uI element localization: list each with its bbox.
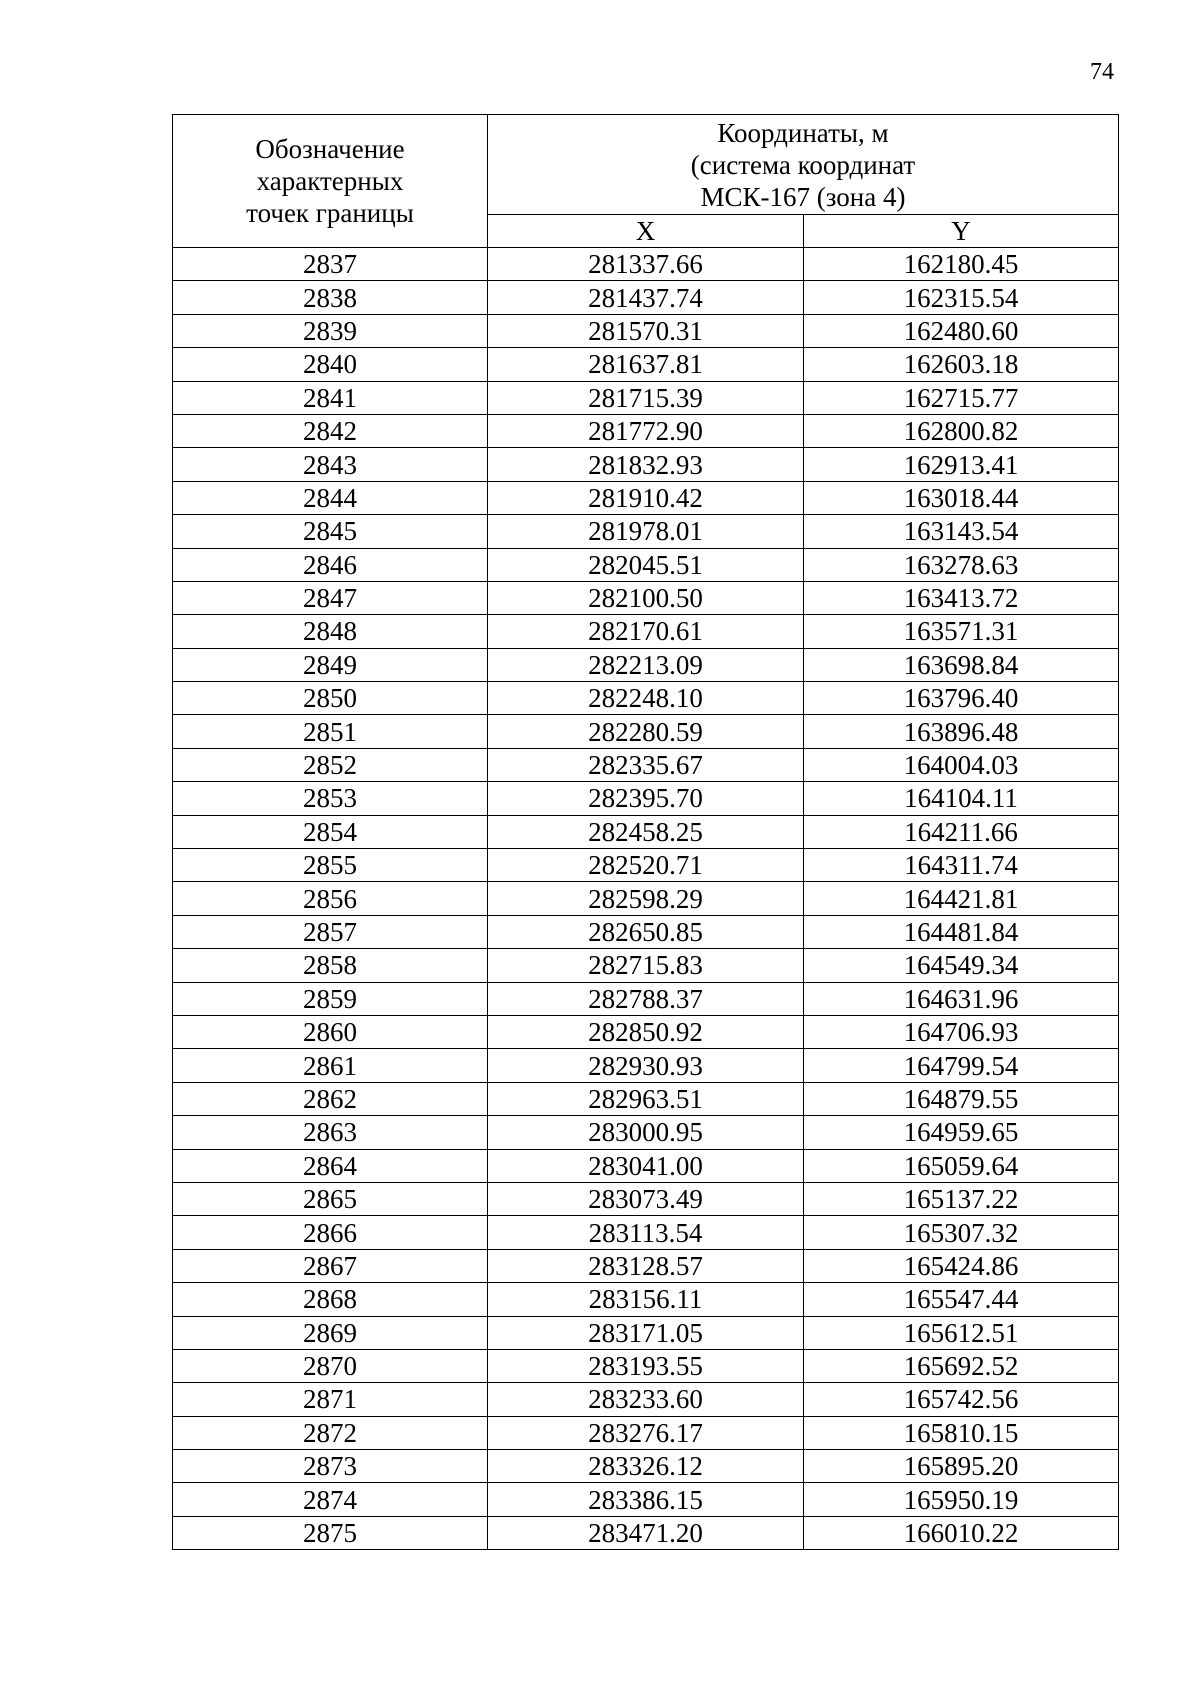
y-cell: 162315.54 <box>804 281 1119 314</box>
y-cell: 165810.15 <box>804 1416 1119 1449</box>
table-row <box>173 815 1119 848</box>
y-cell: 165307.32 <box>804 1216 1119 1249</box>
x-cell: 282598.29 <box>488 882 804 915</box>
table-row <box>173 515 1119 548</box>
point-cell: 2862 <box>173 1082 488 1115</box>
x-cell: 282930.93 <box>488 1049 804 1082</box>
point-cell: 2869 <box>173 1316 488 1349</box>
x-cell: 281637.81 <box>488 348 804 381</box>
x-cell: 283000.95 <box>488 1116 804 1149</box>
y-cell: 165547.44 <box>804 1283 1119 1316</box>
point-cell: 2847 <box>173 581 488 614</box>
y-cell: 164211.66 <box>804 815 1119 848</box>
coords-header-line: МСК-167 (зона 4) <box>700 181 906 212</box>
point-header-line: характерных <box>256 166 404 196</box>
table-row <box>173 1149 1119 1182</box>
point-cell: 2843 <box>173 448 488 481</box>
x-cell: 281715.39 <box>488 381 804 414</box>
x-cell: 282100.50 <box>488 581 804 614</box>
coords-header-line: Координаты, м <box>717 117 889 148</box>
x-cell: 282213.09 <box>488 648 804 681</box>
table-row <box>173 1516 1119 1549</box>
point-header-line: Обозначение <box>255 134 405 164</box>
table-row <box>173 715 1119 748</box>
x-cell: 282395.70 <box>488 782 804 815</box>
table-row <box>173 1116 1119 1149</box>
x-cell: 281978.01 <box>488 515 804 548</box>
y-cell: 162913.41 <box>804 448 1119 481</box>
y-cell: 166010.22 <box>804 1516 1119 1549</box>
y-cell: 164799.54 <box>804 1049 1119 1082</box>
table-row <box>173 381 1119 414</box>
point-cell: 2842 <box>173 414 488 447</box>
table-row <box>173 281 1119 314</box>
y-cell: 164004.03 <box>804 748 1119 781</box>
x-cell: 282248.10 <box>488 682 804 715</box>
y-cell: 164104.11 <box>804 782 1119 815</box>
point-cell: 2872 <box>173 1416 488 1449</box>
point-cell: 2845 <box>173 515 488 548</box>
x-cell: 282850.92 <box>488 1015 804 1048</box>
point-cell: 2852 <box>173 748 488 781</box>
table-row <box>173 1316 1119 1349</box>
table-row <box>173 1082 1119 1115</box>
y-cell: 162800.82 <box>804 414 1119 447</box>
y-cell: 165742.56 <box>804 1383 1119 1416</box>
table-row <box>173 615 1119 648</box>
table-row <box>173 782 1119 815</box>
y-cell: 165137.22 <box>804 1182 1119 1215</box>
table-row <box>173 314 1119 347</box>
table-row <box>173 1249 1119 1282</box>
point-cell: 2849 <box>173 648 488 681</box>
point-cell: 2854 <box>173 815 488 848</box>
table-row <box>173 448 1119 481</box>
x-cell: 282045.51 <box>488 548 804 581</box>
point-cell: 2867 <box>173 1249 488 1282</box>
x-cell: 282520.71 <box>488 849 804 882</box>
y-cell: 165950.19 <box>804 1483 1119 1516</box>
table-row <box>173 949 1119 982</box>
table-row <box>173 581 1119 614</box>
y-cell: 163796.40 <box>804 682 1119 715</box>
table-row <box>173 882 1119 915</box>
x-cell: 281832.93 <box>488 448 804 481</box>
x-cell: 283171.05 <box>488 1316 804 1349</box>
table-row <box>173 414 1119 447</box>
table-row <box>173 1483 1119 1516</box>
x-cell: 283471.20 <box>488 1516 804 1549</box>
y-cell: 164549.34 <box>804 949 1119 982</box>
x-cell: 282335.67 <box>488 748 804 781</box>
x-cell: 283156.11 <box>488 1283 804 1316</box>
table-row <box>173 481 1119 514</box>
table-row <box>173 1216 1119 1249</box>
table-header <box>173 115 1119 248</box>
table-row <box>173 1416 1119 1449</box>
table-body <box>173 248 1119 1550</box>
x-cell: 283113.54 <box>488 1216 804 1249</box>
table-row <box>173 248 1119 281</box>
point-cell: 2846 <box>173 548 488 581</box>
point-designation-header <box>173 115 488 248</box>
table-row <box>173 849 1119 882</box>
x-cell: 283193.55 <box>488 1349 804 1382</box>
x-cell: 281910.42 <box>488 481 804 514</box>
x-cell: 283128.57 <box>488 1249 804 1282</box>
y-cell: 165424.86 <box>804 1249 1119 1282</box>
table-row <box>173 682 1119 715</box>
y-cell: 164481.84 <box>804 915 1119 948</box>
y-cell: 165692.52 <box>804 1349 1119 1382</box>
x-cell: 281772.90 <box>488 414 804 447</box>
y-cell: 164879.55 <box>804 1082 1119 1115</box>
point-cell: 2873 <box>173 1450 488 1483</box>
point-cell: 2860 <box>173 1015 488 1048</box>
y-cell: 164421.81 <box>804 882 1119 915</box>
point-cell: 2863 <box>173 1116 488 1149</box>
y-cell: 165059.64 <box>804 1149 1119 1182</box>
table-row <box>173 1349 1119 1382</box>
table-row <box>173 348 1119 381</box>
x-cell: 283073.49 <box>488 1182 804 1215</box>
y-cell: 163018.44 <box>804 481 1119 514</box>
point-cell: 2865 <box>173 1182 488 1215</box>
x-cell: 282280.59 <box>488 715 804 748</box>
table-row <box>173 1049 1119 1082</box>
y-cell: 163143.54 <box>804 515 1119 548</box>
point-cell: 2871 <box>173 1383 488 1416</box>
x-cell: 282963.51 <box>488 1082 804 1115</box>
table-row <box>173 748 1119 781</box>
x-cell: 283386.15 <box>488 1483 804 1516</box>
point-cell: 2855 <box>173 849 488 882</box>
point-cell: 2841 <box>173 381 488 414</box>
point-cell: 2866 <box>173 1216 488 1249</box>
point-cell: 2874 <box>173 1483 488 1516</box>
y-cell: 162715.77 <box>804 381 1119 414</box>
coordinates-header <box>488 115 1119 215</box>
y-cell: 164959.65 <box>804 1116 1119 1149</box>
y-cell: 164706.93 <box>804 1015 1119 1048</box>
x-cell: 283326.12 <box>488 1450 804 1483</box>
y-cell: 163413.72 <box>804 581 1119 614</box>
point-cell: 2840 <box>173 348 488 381</box>
point-cell: 2868 <box>173 1283 488 1316</box>
point-cell: 2848 <box>173 615 488 648</box>
table-row <box>173 982 1119 1015</box>
table-row <box>173 648 1119 681</box>
x-cell: 283233.60 <box>488 1383 804 1416</box>
table-row <box>173 548 1119 581</box>
page-number: 74 <box>1090 59 1114 85</box>
point-cell: 2859 <box>173 982 488 1015</box>
table-row <box>173 1182 1119 1215</box>
table-row <box>173 1015 1119 1048</box>
coordinates-table <box>172 114 1119 1550</box>
table-row <box>173 1383 1119 1416</box>
point-header-line: точек границы <box>246 198 414 228</box>
y-cell: 162480.60 <box>804 314 1119 347</box>
y-cell: 164311.74 <box>804 849 1119 882</box>
x-cell: 281570.31 <box>488 314 804 347</box>
y-cell: 165895.20 <box>804 1450 1119 1483</box>
point-cell: 2851 <box>173 715 488 748</box>
x-cell: 282458.25 <box>488 815 804 848</box>
point-cell: 2839 <box>173 314 488 347</box>
x-cell: 281337.66 <box>488 248 804 281</box>
point-cell: 2850 <box>173 682 488 715</box>
table-row <box>173 1283 1119 1316</box>
y-cell: 163278.63 <box>804 548 1119 581</box>
y-cell: 163571.31 <box>804 615 1119 648</box>
point-cell: 2858 <box>173 949 488 982</box>
y-cell: 164631.96 <box>804 982 1119 1015</box>
y-cell: 162603.18 <box>804 348 1119 381</box>
point-cell: 2856 <box>173 882 488 915</box>
y-cell: 162180.45 <box>804 248 1119 281</box>
coords-header-line: (система координат <box>690 149 916 180</box>
point-cell: 2838 <box>173 281 488 314</box>
point-cell: 2861 <box>173 1049 488 1082</box>
x-cell: 282788.37 <box>488 982 804 1015</box>
x-column-header: X <box>488 215 804 248</box>
y-column-header: Y <box>804 215 1119 248</box>
point-cell: 2857 <box>173 915 488 948</box>
y-cell: 165612.51 <box>804 1316 1119 1349</box>
x-cell: 282715.83 <box>488 949 804 982</box>
y-cell: 163698.84 <box>804 648 1119 681</box>
point-cell: 2870 <box>173 1349 488 1382</box>
y-cell: 163896.48 <box>804 715 1119 748</box>
x-cell: 283041.00 <box>488 1149 804 1182</box>
point-cell: 2837 <box>173 248 488 281</box>
x-cell: 281437.74 <box>488 281 804 314</box>
point-cell: 2844 <box>173 481 488 514</box>
point-cell: 2853 <box>173 782 488 815</box>
table-row <box>173 915 1119 948</box>
x-cell: 283276.17 <box>488 1416 804 1449</box>
x-cell: 282650.85 <box>488 915 804 948</box>
x-cell: 282170.61 <box>488 615 804 648</box>
table-row <box>173 1450 1119 1483</box>
point-cell: 2864 <box>173 1149 488 1182</box>
point-cell: 2875 <box>173 1516 488 1549</box>
